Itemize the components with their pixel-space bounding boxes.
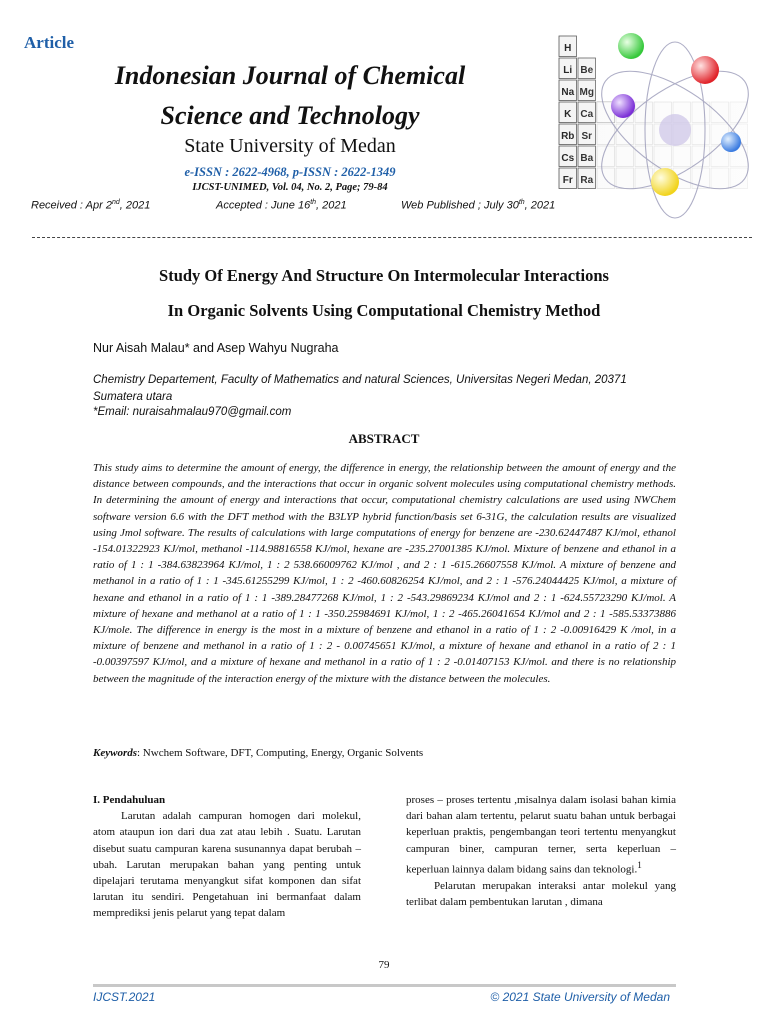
keywords xyxy=(93,747,676,759)
university-name: State University of Medan xyxy=(184,135,396,157)
abstract-heading: ABSTRACT xyxy=(348,431,420,446)
journal-title-line1: Indonesian Journal of Chemical xyxy=(114,61,466,90)
blue-atom-icon xyxy=(721,132,741,152)
body-paragraph: Larutan adalah campuran homogen dari molekul, atom ataupun ion dari dua zat atau lebih . Suatu. Larutan disebut suatu campuran karena susunannya dapat berubah – ubah. Larutan merupakan bahan yang penting untuk dipelajari terutama menyangkut sifat komponen dan sifat larutan itu sendiri. Pengetahuan ini bermanfaat dalam memprediksi jenis pelarut yang tepat dalam xyxy=(93,810,361,920)
purple-atom-icon xyxy=(611,94,635,118)
email: *Email: nuraisahmalau970@gmail.com xyxy=(93,406,292,418)
article-label: Article xyxy=(24,33,75,52)
paper-title-line2: In Organic Solvents Using Computational Chemistry Method xyxy=(167,301,601,320)
keywords-label: Keywords xyxy=(93,747,137,759)
red-atom-icon xyxy=(691,56,719,84)
journal-title-line2: Science and Technology xyxy=(160,101,420,130)
paper-title xyxy=(60,258,708,328)
body-column-left xyxy=(93,792,361,922)
footer-copyright: © 2021 State University of Medan xyxy=(490,990,670,1004)
yellow-atom-icon xyxy=(651,168,679,196)
published-date: Web Published ; July 30th, 2021 xyxy=(401,199,556,212)
authors: Nur Aisah Malau* and Asep Wahyu Nugraha xyxy=(93,341,339,355)
page-number: 79 xyxy=(378,959,390,971)
abstract-body: This study aims to determine the amount of energy, the difference in energy, the relationship between the amount of energy and the distance between compounds, and the interactions that occur in organic solvent molecules using computational chemistry methods. In determining the amount of energy and interactions that occur, computational chemistry calculations are used using NWChem software version 6.6 with the DFT method with the B3LYP hybrid function/basis set 6-31G, the calculation results are visualized using Jmol software. The results of calculations with large computations of energy for benzene are -230.62447487 KJ/mol, ethanol -154.01322923 KJ/mol, methanol -114.98816558 KJ/mol, hexane are -235.27001385 KJ/mol. Mixture of benzene and ethanol in a ratio of 1 : 1 -384.63823964 KJ/mol, 1 : 2 538.66009762 KJ/mol , and 2 : 1 -615.26607558 KJ/mol. A mixture of benzene and methanol in a ratio of 1 : 1 -345.61255299 KJ/mol, 1 : 2 -460.60826254 KJ/mol, and 2 : 1 -576.24044425 KJ/mol, a mixture of hexane and ethanol in a ratio of 1 : 1 -389.28477268 KJ/mol, 1 : 2 -543.29869234 KJ/mol and 2 : 1 -624.55723290 KJ/mol. A mixture of hexane and methanol at a ratio of 1 : 1 -350.25984691 KJ/mol, 1 : 2 -465.26041654 KJ/mol and 2 : 1 -585.53373886 KJ/mole. The difference in energy is the most in a mixture of benzene and ethanol in a ratio of 1 : 2 -0.00916429 K /mol, in a mixture of benzene and methanol in a ratio of 1 : 2 - 0.00745651 KJ/mol, a mixture of hexane and ethanol in a ratio of 2 : 1 -0.00397597 KJ/mol, and a mixture of hexane and methanol in a ratio of 1 : 2 -0.01407153 KJ/mol. and there is no relationship between the magnitude of the interaction energy of the mixture with the distance between the molecules. xyxy=(93,462,676,685)
header-divider xyxy=(32,237,752,238)
section-heading: I. Pendahuluan xyxy=(93,794,166,806)
citation-line: IJCST-UNIMED, Vol. 04, No. 2, Page; 79-84 xyxy=(192,182,388,193)
received-date: Received : Apr 2nd, 2021 xyxy=(31,199,151,212)
green-atom-icon xyxy=(618,33,644,59)
body-paragraph: proses – proses tertentu ,misalnya dalam isolasi bahan kimia dari bahan alam tertentu, pelarut suatu bahan untuk berbagai keperluan praktis, pengembangan teori tertentu menyangkut campuran biner, campuran terner, serta keperluan – keperluan lainnya dalam bidang sains dan teknologi.$^1$ xyxy=(406,794,676,876)
affiliation: Chemistry Departement, Faculty of Mathematics and natural Sciences, Universitas Negeri Medan, 20371 Sumatera utara xyxy=(93,374,627,403)
body-paragraph: Pelarutan merupakan interaksi antar molekul yang terlibat dalam pembentukan larutan , dimana xyxy=(406,879,676,908)
periodic-table-illustration xyxy=(555,30,765,225)
paper-title-line1: Study Of Energy And Structure On Intermolecular Interactions xyxy=(159,266,609,285)
keywords-value: : Nwchem Software, DFT, Computing, Energy, Organic Solvents xyxy=(137,747,424,759)
body-column-right xyxy=(406,792,676,910)
footer-journal: IJCST.2021 xyxy=(93,990,156,1004)
issn-line: e-ISSN : 2622-4968, p-ISSN : 2622-1349 xyxy=(184,165,396,179)
journal-title xyxy=(60,56,520,136)
reference-marker: 1 xyxy=(637,859,642,870)
accepted-date: Accepted : June 16th, 2021 xyxy=(216,199,347,212)
nucleus-icon xyxy=(659,114,691,146)
footer-divider xyxy=(93,984,676,987)
